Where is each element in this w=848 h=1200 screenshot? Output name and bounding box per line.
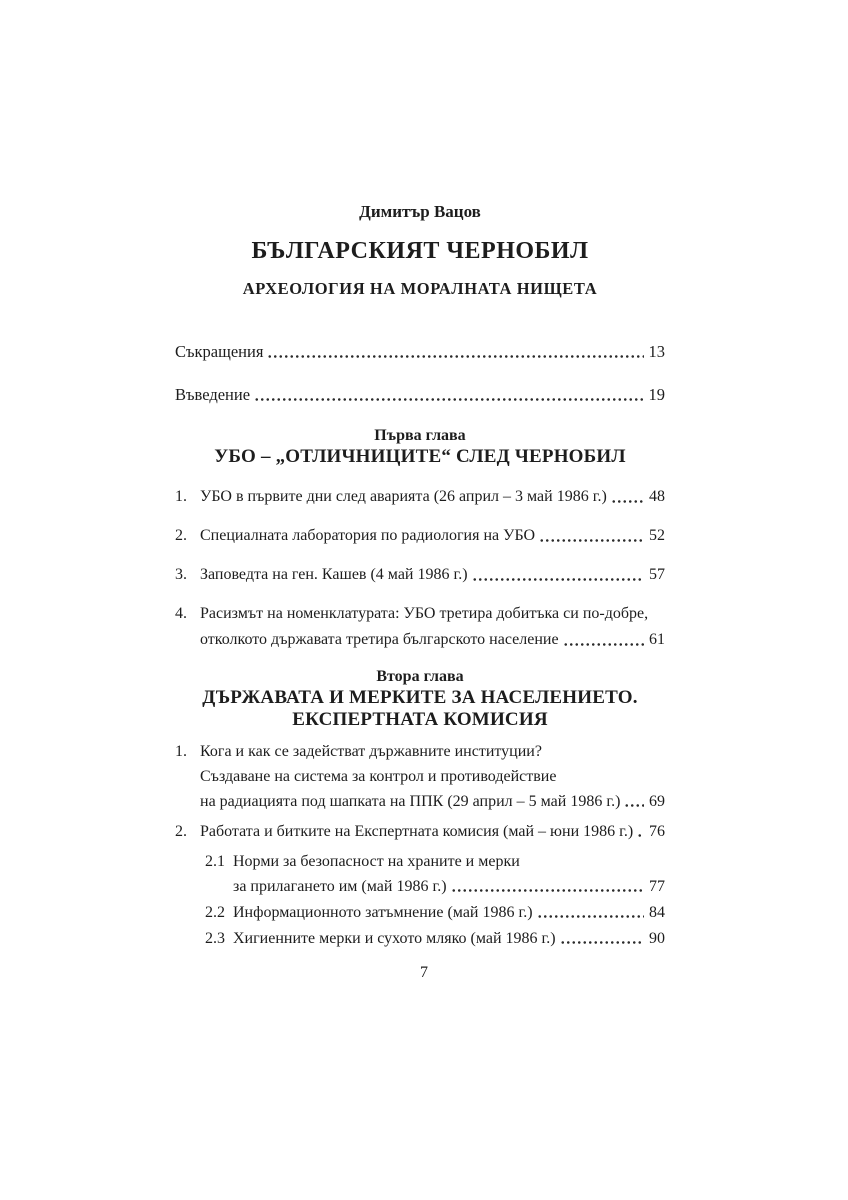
entry-page-number: 90 [649, 930, 665, 947]
entry-last-line [175, 339, 665, 365]
entry-page-number: 77 [649, 878, 665, 895]
entry-number: 1. [175, 743, 187, 760]
dot-leader [563, 642, 644, 647]
entry-page-number: 48 [649, 488, 665, 505]
entry-title: на радиацията под шапката на ППК (29 април – 5 май 1986 г.) [200, 793, 621, 810]
dot-leader [451, 888, 644, 893]
entry-last-line [233, 926, 665, 951]
chapter-kicker: Първа глава [374, 427, 466, 444]
entry-body [200, 819, 665, 844]
chapter-entries [175, 484, 665, 653]
chapter-heading: ДЪРЖАВАТА И МЕРКИТЕ ЗА НАСЕЛЕНИЕТО. [202, 687, 638, 708]
entry-title: Хигиенните мерки и сухото мляко (май 1986 г.) [233, 930, 556, 947]
book-subtitle: АРХЕОЛОГИЯ НА МОРАЛНАТА НИЩЕТА [242, 279, 598, 298]
page-number: 7 [420, 964, 428, 981]
entry-number: 2.3 [205, 930, 225, 947]
entry-body [200, 523, 665, 549]
entry-number: 2.1 [205, 853, 225, 870]
entry-last-line [200, 789, 665, 814]
entry-title: за прилагането им (май 1986 г.) [233, 878, 447, 895]
chapter-section [175, 425, 665, 653]
entry-last-line [175, 382, 665, 408]
chapter-heading: ЕКСПЕРТНАТА КОМИСИЯ [292, 709, 548, 730]
toc-entry [175, 900, 665, 925]
entry-body [200, 739, 665, 814]
entry-page-number: 69 [649, 793, 665, 810]
toc-entry [175, 484, 665, 510]
dot-leader [611, 499, 644, 504]
entry-title: УБО в първите дни след аварията (26 април – 3 май 1986 г.) [200, 488, 607, 505]
entry-last-line [200, 562, 665, 588]
toc-entry [175, 819, 665, 844]
chapter-heading: УБО – „ОТЛИЧНИЦИТЕ“ СЛЕД ЧЕРНОБИЛ [214, 446, 626, 467]
entry-page-number: 13 [648, 342, 665, 361]
chapter-kicker: Втора глава [376, 668, 464, 685]
dot-leader [254, 397, 643, 402]
entry-page-number: 57 [649, 566, 665, 583]
entry-page-number: 76 [649, 823, 665, 840]
entry-text-line: Създаване на система за контрол и противодействие [200, 768, 557, 785]
entry-number: 2. [175, 823, 187, 840]
entry-body [233, 900, 665, 925]
toc-entry [175, 523, 665, 549]
entry-title: Информационното затъмнение (май 1986 г.) [233, 904, 533, 921]
author-name: Димитър Вацов [359, 202, 481, 221]
entry-body [175, 382, 665, 408]
entry-number: 3. [175, 566, 187, 583]
chapter-sections [175, 425, 665, 951]
entry-last-line [233, 900, 665, 925]
entry-body [175, 339, 665, 365]
entry-title: отколкото държавата третира българското население [200, 631, 559, 648]
toc-entry [175, 926, 665, 951]
toc-entry [175, 339, 665, 365]
entry-text-line: Расизмът на номенклатурата: УБО третира добитъка си по-добре, [200, 605, 649, 622]
entry-page-number: 84 [649, 904, 665, 921]
entry-title: Въведение [175, 385, 251, 404]
entry-title: Съкращения [175, 342, 264, 361]
dot-leader [267, 354, 643, 359]
toc-entry [175, 382, 665, 408]
entry-number: 1. [175, 488, 187, 505]
entry-body [233, 849, 665, 899]
dot-leader [560, 940, 644, 945]
entry-title: Работата и битките на Експертната комисия (май – юни 1986 г.) [200, 823, 634, 840]
entry-page-number: 52 [649, 527, 665, 544]
toc-entry [175, 849, 665, 899]
entry-last-line [200, 819, 665, 844]
dot-leader [472, 577, 644, 582]
entry-title: Заповедта на ген. Кашев (4 май 1986 г.) [200, 566, 468, 583]
table-of-contents [175, 0, 665, 952]
dot-leader [624, 803, 644, 808]
entry-page-number: 19 [648, 385, 665, 404]
entry-text-line: Норми за безопасност на храните и мерки [233, 853, 520, 870]
toc-entry [175, 562, 665, 588]
front-matter-entries [175, 339, 665, 408]
entry-body [233, 926, 665, 951]
chapter-section [175, 666, 665, 951]
entry-last-line [233, 874, 665, 899]
dot-leader [537, 914, 644, 919]
entry-body [200, 484, 665, 510]
entry-last-line [200, 523, 665, 549]
dot-leader [637, 833, 644, 838]
book-title: БЪЛГАРСКИЯТ ЧЕРНОБИЛ [251, 238, 589, 264]
entry-last-line [200, 484, 665, 510]
toc-entry [175, 601, 665, 653]
entry-number: 4. [175, 605, 187, 622]
entry-number: 2. [175, 527, 187, 544]
entry-body [200, 601, 665, 653]
toc-entry [175, 739, 665, 814]
dot-leader [539, 538, 644, 543]
entry-last-line [200, 627, 665, 653]
entry-text-line: Кога и как се задействат държавните институции? [200, 743, 542, 760]
chapter-entries [175, 739, 665, 951]
entry-title: Специалната лаборатория по радиология на УБО [200, 527, 536, 544]
entry-number: 2.2 [205, 904, 225, 921]
entry-page-number: 61 [649, 631, 665, 648]
entry-body [200, 562, 665, 588]
